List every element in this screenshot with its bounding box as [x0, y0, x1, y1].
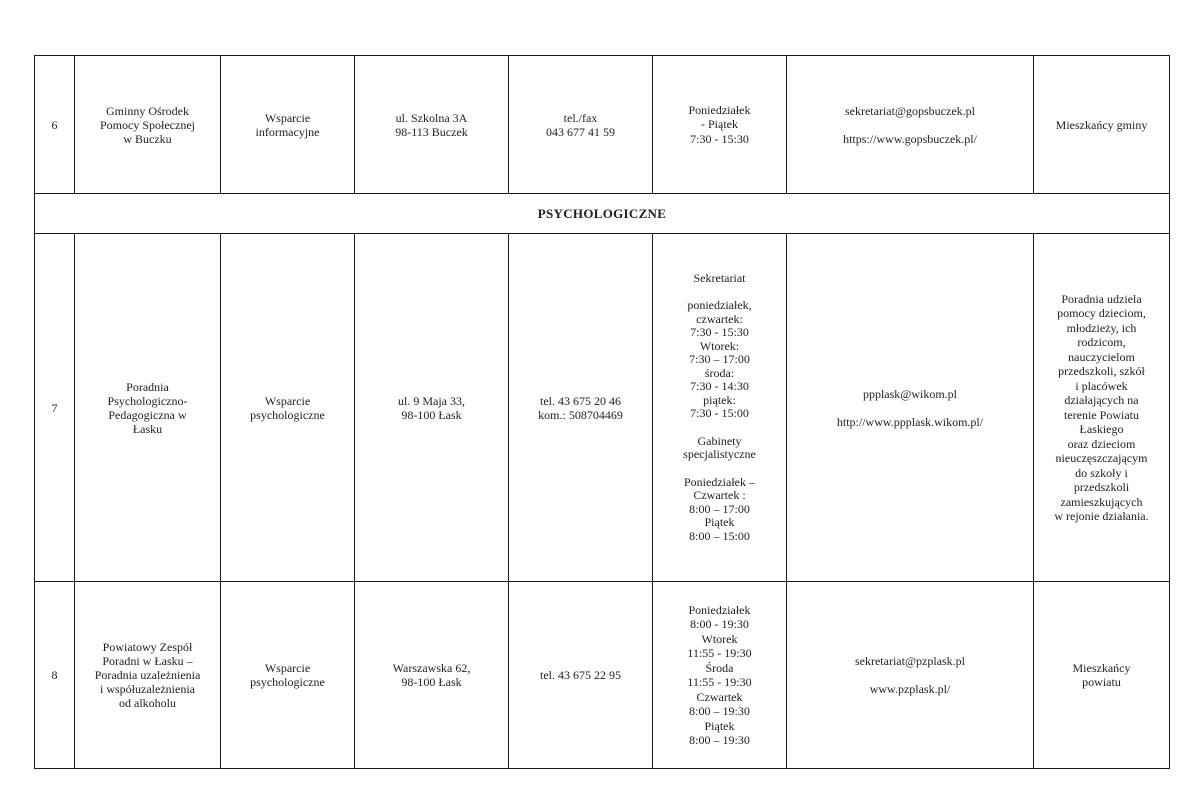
row-number: 7: [35, 234, 75, 582]
address: Warszawska 62, 98-100 Łask: [355, 582, 509, 769]
opening-hours: Poniedziałek - Piątek 7:30 - 15:30: [653, 56, 787, 194]
email: sekretariat@pzplask.pl: [854, 654, 965, 668]
cabinets-heading: Gabinety specjalistyczne: [683, 433, 756, 462]
section-row: [35, 194, 1170, 234]
cabinets-hours: Poniedziałek – Czwartek : 8:00 – 17:00 Piątek 8:00 – 15:00: [684, 474, 755, 543]
target-audience: Mieszkańcy gminy: [1034, 56, 1170, 194]
email: sekretariat@gopsbuczek.pl: [844, 103, 975, 118]
contact-cell: [787, 582, 1034, 769]
table-row: [35, 56, 1170, 194]
section-title: PSYCHOLOGICZNE: [35, 194, 1170, 234]
phone: tel./fax 043 677 41 59: [509, 56, 653, 194]
secretariat-hours: poniedziałek, czwartek: 7:30 - 15:30 Wtorek: 7:30 – 17:00 środa: 7:30 - 14:30 piątek: 7:30 - 15:00: [687, 298, 752, 421]
address: ul. Szkolna 3A 98-113 Buczek: [355, 56, 509, 194]
opening-hours: Poniedziałek 8:00 - 19:30 Wtorek 11:55 - 19:30 Środa 11:55 - 19:30 Czwartek 8:00 – 19:30 Piątek 8:00 – 19:30: [653, 582, 787, 769]
opening-hours: [653, 234, 787, 582]
table-row: [35, 582, 1170, 769]
website: https://www.gopsbuczek.pl/: [843, 131, 977, 146]
phone: tel. 43 675 22 95: [509, 582, 653, 769]
institution-name: Gminny Ośrodek Pomocy Społecznej w Buczku: [75, 56, 221, 194]
support-type: Wsparcie psychologiczne: [221, 582, 355, 769]
email: ppplask@wikom.pl: [862, 386, 958, 401]
row-number: 8: [35, 582, 75, 769]
address: ul. 9 Maja 33, 98-100 Łask: [355, 234, 509, 582]
support-type: Wsparcie psychologiczne: [221, 234, 355, 582]
table-row: [35, 234, 1170, 582]
target-audience: Poradnia udziela pomocy dzieciom, młodzieży, ich rodzicom, nauczycielom przedszkoli, szkół i placówek działających na terenie Powiatu Łaskiego oraz dzieciom nieuczęszczającym do szkoły i przedszkoli zamieszkujących w rejonie działania.: [1034, 234, 1170, 582]
institution-name: Powiatowy Zespół Poradni w Łasku – Poradnia uzależnienia i współuzależnienia od alkoholu: [75, 582, 221, 769]
website: http://www.ppplask.wikom.pl/: [836, 414, 984, 429]
secretariat-heading: Sekretariat: [693, 270, 746, 285]
support-type: Wsparcie informacyjne: [221, 56, 355, 194]
contact-cell: [787, 56, 1034, 194]
phone: tel. 43 675 20 46 kom.: 508704469: [509, 234, 653, 582]
contact-cell: [787, 234, 1034, 582]
website: www.pzplask.pl/: [869, 682, 951, 696]
row-number: 6: [35, 56, 75, 194]
target-audience: Mieszkańcy powiatu: [1034, 582, 1170, 769]
services-table: [34, 55, 1170, 769]
institution-name: Poradnia Psychologiczno- Pedagogiczna w Łasku: [75, 234, 221, 582]
